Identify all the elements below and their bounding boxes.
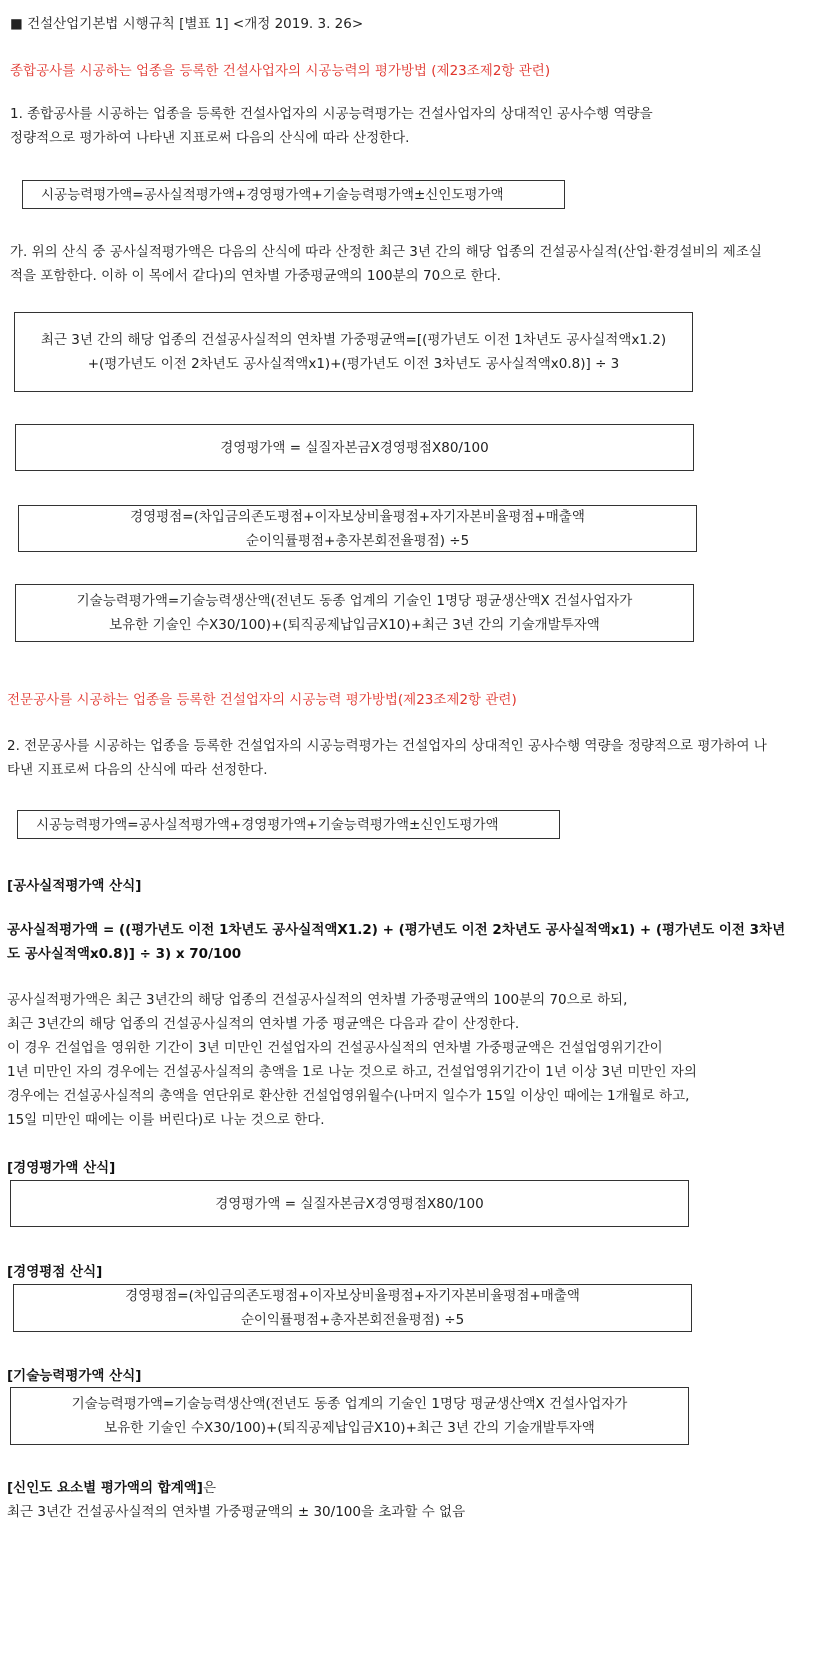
section1-formula-main-box <box>22 180 565 209</box>
section1-para-line-1: 1. 종합공사를 시공하는 업종을 등록한 건설사업자의 시공능력평가는 건설사업자의 상대적인 공사수행 역량을 <box>10 106 653 122</box>
section2-para-line-1: 2. 전문공사를 시공하는 업종을 등록한 건설업자의 시공능력평가는 건설업자의 상대적인 공사수행 역량을 정량적으로 평가하여 나 <box>7 738 767 754</box>
perf-desc-line-2: 최근 3년간의 해당 업종의 건설공사실적의 연차별 가중 평균액은 다음과 같이 산정한다. <box>7 1016 520 1032</box>
document-title: 건설산업기본법 시행규칙 [별표 1] <개정 2019. 3. 26> <box>27 16 364 32</box>
formula-tech-line-2: 보유한 기술인 수X30/100)+(퇴직공제납입금X10)+최근 3년 간의 기술개발투자액 <box>104 1420 595 1436</box>
perf-desc-line-4: 1년 미만인 자의 경우에는 건설공사실적의 총액을 1로 나눈 것으로 하고, 건설업영위기간이 1년 이상 3년 미만인 자의 <box>7 1064 697 1080</box>
formula-mgmt-text: 경영평가액 = 실질자본금X경영평점X80/100 <box>215 1195 484 1212</box>
formula-tech-line-2: 보유한 기술인 수X30/100)+(퇴직공제납입금X10)+최근 3년 간의 기술개발투자액 <box>109 617 600 633</box>
perf-formula-label: [공사실적평가액 산식] <box>7 878 142 894</box>
trust-label: [신인도 요소별 평가액의 합계액] <box>7 1480 203 1496</box>
score-formula-label: [경영평점 산식] <box>7 1264 103 1280</box>
perf-desc-line-6: 15일 미만인 때에는 이를 버린다)로 나눈 것으로 한다. <box>7 1112 325 1128</box>
trust-label-row <box>7 1476 216 1496</box>
section2-formula-tech-box <box>10 1387 689 1445</box>
section1-formula-score-box <box>18 505 697 552</box>
formula-tech-line-1: 기술능력평가액=기술능력생산액(전년도 동종 업계의 기술인 1명당 평균생산액X 건설사업자가 <box>71 1396 628 1412</box>
trust-text: 최근 3년간 건설공사실적의 연차별 가중평균액의 ± 30/100을 초과할 수 없음 <box>7 1504 466 1520</box>
section1-para-line-2: 정량적으로 평가하여 나타낸 지표로써 다음의 산식에 따라 산정한다. <box>10 130 410 146</box>
formula-score-line-1: 경영평점=(차입금의존도평점+이자보상비율평점+자기자본비율평점+매출액 <box>125 1288 580 1304</box>
tech-formula-label: [기술능력평가액 산식] <box>7 1368 142 1384</box>
formula-score-line-2: 순이익률평점+총자본회전율평점) ÷5 <box>245 532 470 549</box>
section2-heading: 전문공사를 시공하는 업종을 등록한 건설업자의 시공능력 평가방법(제23조제2항 관련) <box>7 692 517 708</box>
section1-subpara-line-2: 적을 포함한다. 이하 이 목에서 같다)의 연차별 가중평균액의 100분의 70으로 한다. <box>10 268 501 284</box>
formula-tech-line-1: 기술능력평가액=기술능력생산액(전년도 동종 업계의 기술인 1명당 평균생산액X 건설사업자가 <box>76 593 633 609</box>
section1-heading: 종합공사를 시공하는 업종을 등록한 건설사업자의 시공능력의 평가방법 (제23조제2항 관련) <box>10 63 551 79</box>
section2-formula-score-box <box>13 1284 692 1332</box>
section1-formula-mgmt-box <box>15 424 694 471</box>
perf-desc-line-3: 이 경우 건설업을 영위한 기간이 3년 미만인 건설업자의 건설공사실적의 연차별 가중평균액은 건설업영위기간이 <box>7 1040 663 1056</box>
formula-score-line-1: 경영평점=(차입금의존도평점+이자보상비율평점+자기자본비율평점+매출액 <box>130 508 585 525</box>
perf-formula-line-1: 공사실적평가액 = ((평가년도 이전 1차년도 공사실적액X1.2) + (평가년도 이전 2차년도 공사실적액x1) + (평가년도 이전 3차년 <box>7 922 786 938</box>
formula-mgmt-text: 경영평가액 = 실질자본금X경영평점X80/100 <box>220 439 489 456</box>
formula-main-text: 시공능력평가액=공사실적평가액+경영평가액+기술능력평가액±신인도평가액 <box>41 186 504 203</box>
formula-avg-line-2: +(평가년도 이전 2차년도 공사실적액x1)+(평가년도 이전 3차년도 공사실적액x0.8)] ÷ 3 <box>87 356 620 372</box>
mgmt-formula-label: [경영평가액 산식] <box>7 1160 116 1176</box>
section1-subpara-line-1: 가. 위의 산식 중 공사실적평가액은 다음의 산식에 따라 산정한 최근 3년 간의 해당 업종의 건설공사실적(산업·환경설비의 제조실 <box>10 244 762 260</box>
formula-score-line-2: 순이익률평점+총자본회전율평점) ÷5 <box>240 1312 465 1328</box>
section1-formula-avg-box <box>14 312 693 392</box>
perf-formula-line-2: 도 공사실적액x0.8)] ÷ 3) x 70/100 <box>7 946 242 962</box>
section2-formula-mgmt-box <box>10 1180 689 1227</box>
trust-label-suffix: 은 <box>202 1480 217 1496</box>
section1-formula-tech-box <box>15 584 694 642</box>
perf-desc-line-5: 경우에는 건설공사실적의 총액을 연단위로 환산한 건설업영위월수(나머지 일수가 15일 이상인 때에는 1개월로 하고, <box>7 1088 690 1104</box>
section2-formula-main-box <box>17 810 560 839</box>
perf-desc-line-1: 공사실적평가액은 최근 3년간의 해당 업종의 건설공사실적의 연차별 가중평균액의 100분의 70으로 하되, <box>7 992 628 1008</box>
formula-avg-line-1: 최근 3년 간의 해당 업종의 건설공사실적의 연차별 가중평균액=[(평가년도 이전 1차년도 공사실적액x1.2) <box>40 332 667 348</box>
section2-para-line-2: 타낸 지표로써 다음의 산식에 따라 선정한다. <box>7 762 268 778</box>
formula-main-text: 시공능력평가액=공사실적평가액+경영평가액+기술능력평가액±신인도평가액 <box>36 816 499 833</box>
square-bullet-icon: ■ <box>10 16 23 32</box>
document-header <box>10 12 363 32</box>
